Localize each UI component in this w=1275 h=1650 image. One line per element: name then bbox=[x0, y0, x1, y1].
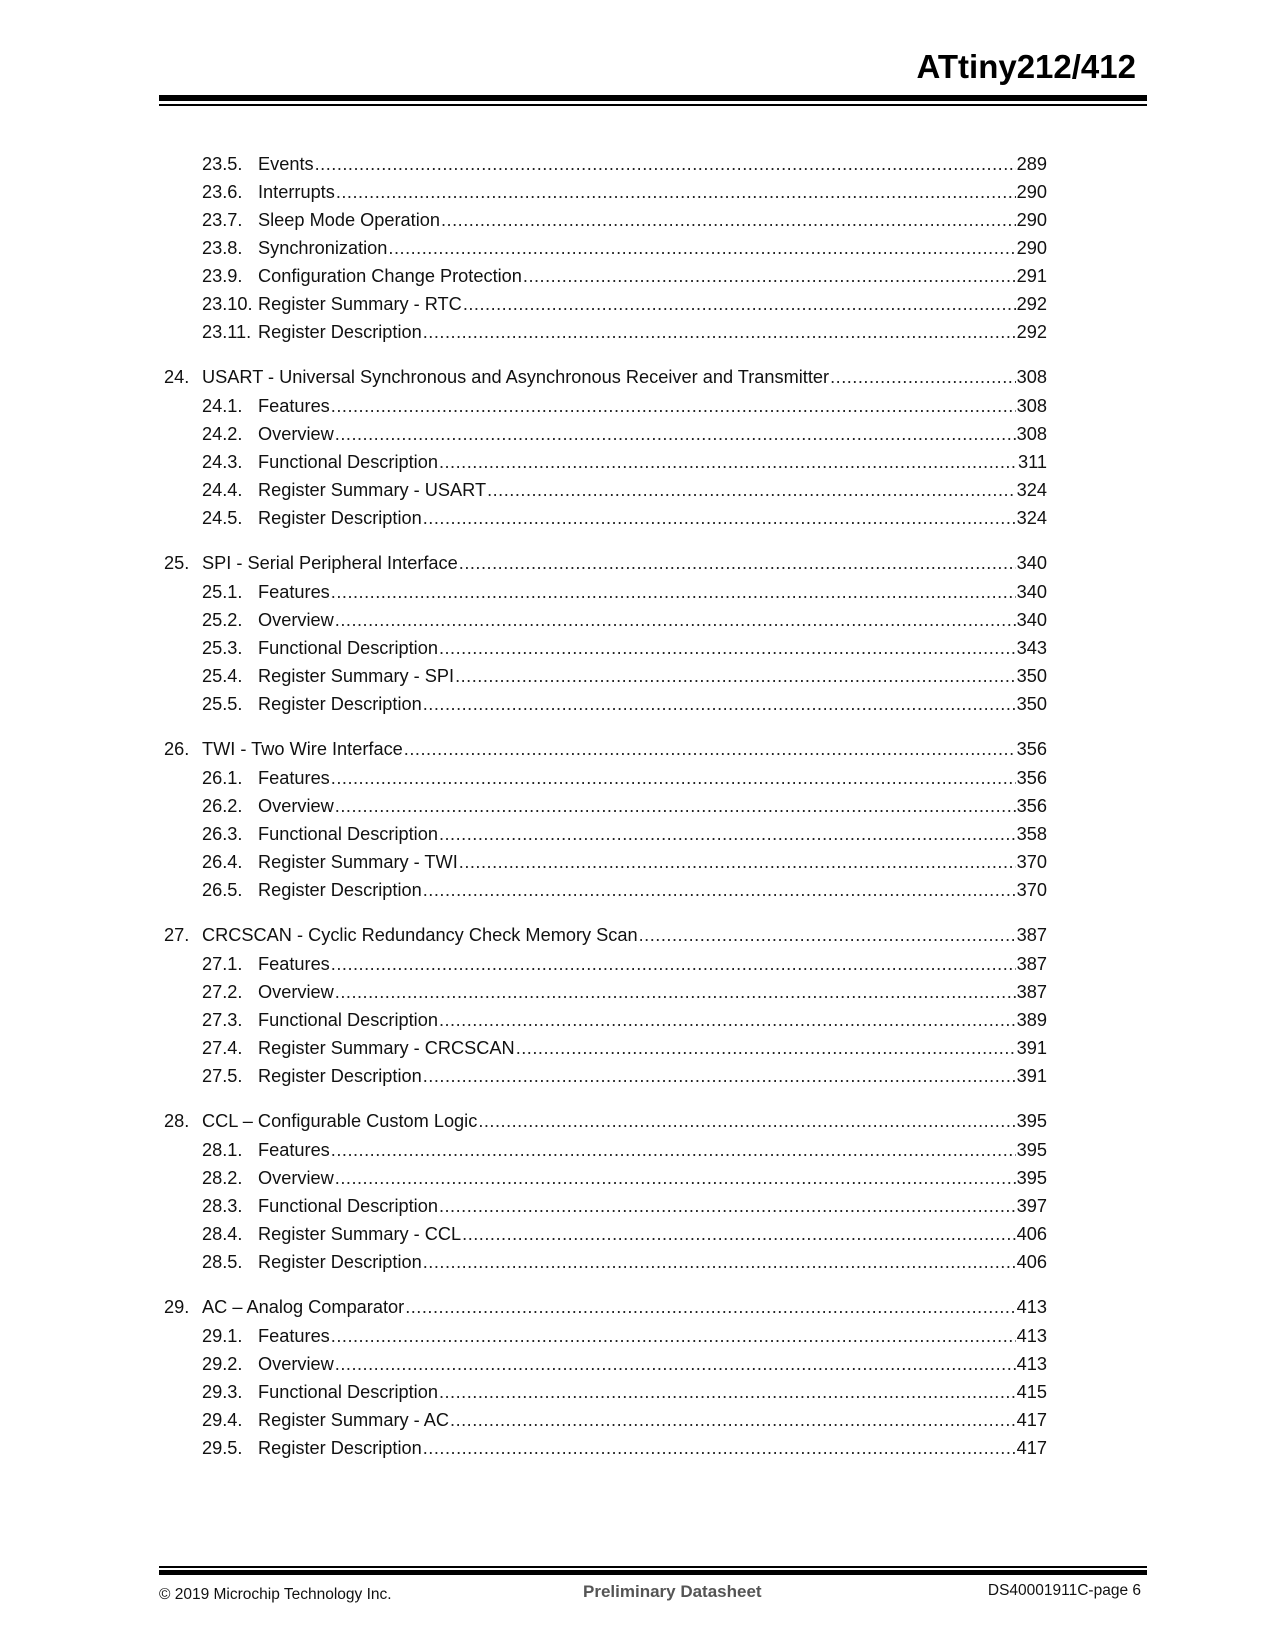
toc-entry-page: 395 bbox=[1016, 1168, 1047, 1188]
toc-dot-leader bbox=[404, 734, 1016, 764]
toc-entry-title: Features bbox=[258, 1326, 330, 1346]
toc-entry-page: 413 bbox=[1016, 1297, 1047, 1317]
toc-section-entry[interactable] bbox=[164, 1248, 1047, 1276]
toc-entry-page: 356 bbox=[1016, 768, 1047, 788]
toc-dot-leader bbox=[331, 1136, 1016, 1164]
header-rule-thick bbox=[159, 95, 1147, 101]
toc-entry-number: 26.1. bbox=[202, 768, 243, 788]
toc-entry-number: 23.7. bbox=[202, 210, 243, 230]
toc-section-entry[interactable] bbox=[164, 1062, 1047, 1090]
toc-entry-number: 29.5. bbox=[202, 1438, 243, 1458]
toc-entry-page: 370 bbox=[1016, 880, 1047, 900]
toc-entry-title: Features bbox=[258, 954, 330, 974]
toc-entry-title: Features bbox=[258, 768, 330, 788]
toc-entry-number: 24.1. bbox=[202, 396, 243, 416]
toc-section-entry[interactable] bbox=[164, 662, 1047, 690]
toc-entry-page: 387 bbox=[1016, 954, 1047, 974]
toc-section-entry[interactable] bbox=[164, 690, 1047, 718]
footer-copyright: © 2019 Microchip Technology Inc. bbox=[159, 1586, 392, 1603]
toc-entry-title: Overview bbox=[258, 610, 334, 630]
toc-section-entry[interactable] bbox=[164, 448, 1047, 476]
toc-entry-title: Overview bbox=[258, 1354, 334, 1374]
toc-entry-title: Functional Description bbox=[258, 1382, 438, 1402]
toc-section-entry[interactable] bbox=[164, 290, 1047, 318]
toc-entry-page: 356 bbox=[1016, 796, 1047, 816]
toc-entry-number: 24.5. bbox=[202, 508, 243, 528]
toc-dot-leader bbox=[331, 764, 1016, 792]
toc-entry-title: CCL – Configurable Custom Logic bbox=[202, 1111, 478, 1131]
toc-entry-page: 350 bbox=[1016, 694, 1047, 714]
toc-entry-title: Features bbox=[258, 396, 330, 416]
toc-entry-number: 25.5. bbox=[202, 694, 243, 714]
toc-entry-title: Overview bbox=[258, 424, 334, 444]
toc-entry-title: Register Summary - USART bbox=[258, 480, 487, 500]
toc-entry-page: 395 bbox=[1016, 1111, 1047, 1131]
toc-entry-title: Overview bbox=[258, 982, 334, 1002]
toc-section-entry[interactable] bbox=[164, 262, 1047, 290]
toc-entry-page: 391 bbox=[1016, 1066, 1047, 1086]
toc-dot-leader bbox=[439, 1192, 1016, 1220]
toc-entry-number: 28.5. bbox=[202, 1252, 243, 1272]
toc-section-entry[interactable] bbox=[164, 1406, 1047, 1434]
toc-section-entry[interactable] bbox=[164, 206, 1047, 234]
toc-dot-leader bbox=[423, 1062, 1016, 1090]
toc-entry-title: Register Summary - CCL bbox=[258, 1224, 462, 1244]
toc-dot-leader bbox=[439, 1378, 1016, 1406]
toc-entry-page: 417 bbox=[1016, 1410, 1047, 1430]
toc-entry-title: Register Summary - RTC bbox=[258, 294, 462, 314]
toc-entry-title: Register Description bbox=[258, 880, 422, 900]
toc-dot-leader bbox=[423, 1434, 1016, 1462]
footer-doc-page: DS40001911C-page 6 bbox=[987, 1582, 1141, 1599]
toc-entry-page: 417 bbox=[1016, 1438, 1047, 1458]
toc-entry-title: Synchronization bbox=[258, 238, 388, 258]
toc-entry-page: 343 bbox=[1016, 638, 1047, 658]
toc-dot-leader bbox=[423, 318, 1016, 346]
toc-dot-leader bbox=[423, 690, 1016, 718]
toc-entry-number: 24.4. bbox=[202, 480, 243, 500]
toc-entry-number: 27.5. bbox=[202, 1066, 243, 1086]
toc-entry-page: 387 bbox=[1016, 982, 1047, 1002]
toc-entry-page: 406 bbox=[1016, 1252, 1047, 1272]
toc-dot-leader bbox=[516, 1034, 1016, 1062]
toc-section-entry[interactable] bbox=[164, 1192, 1047, 1220]
toc-dot-leader bbox=[487, 476, 1016, 504]
toc-entry-number: 26.5. bbox=[202, 880, 243, 900]
toc-entry-number: 25. bbox=[164, 553, 190, 573]
toc-section-entry[interactable] bbox=[164, 234, 1047, 262]
toc-entry-page: 308 bbox=[1016, 396, 1047, 416]
toc-dot-leader bbox=[423, 1248, 1016, 1276]
toc-entry-page: 308 bbox=[1016, 367, 1047, 387]
toc-section-entry[interactable] bbox=[164, 178, 1047, 206]
toc-entry-number: 26.3. bbox=[202, 824, 243, 844]
toc-entry-number: 27.3. bbox=[202, 1010, 243, 1030]
toc-entry-number: 28. bbox=[164, 1111, 190, 1131]
footer-rule-thick bbox=[159, 1570, 1147, 1575]
toc-dot-leader bbox=[439, 448, 1017, 476]
toc-section-entry[interactable] bbox=[164, 764, 1047, 792]
toc-section-entry[interactable] bbox=[164, 876, 1047, 904]
toc-chapter-entry[interactable] bbox=[164, 920, 1047, 950]
toc-entry-title: Register Summary - CRCSCAN bbox=[258, 1038, 515, 1058]
toc-dot-leader bbox=[331, 1322, 1016, 1350]
toc-entry-number: 25.3. bbox=[202, 638, 243, 658]
toc-entry-number: 24. bbox=[164, 367, 190, 387]
toc-entry-page: 387 bbox=[1016, 925, 1047, 945]
toc-section-entry[interactable] bbox=[164, 150, 1047, 178]
toc-entry-page: 324 bbox=[1016, 508, 1047, 528]
toc-entry-page: 324 bbox=[1016, 480, 1047, 500]
toc-section-entry[interactable] bbox=[164, 634, 1047, 662]
toc-entry-page: 290 bbox=[1016, 238, 1047, 258]
toc-entry-number: 24.2. bbox=[202, 424, 243, 444]
toc-entry-title: CRCSCAN - Cyclic Redundancy Check Memory Scan bbox=[202, 925, 638, 945]
toc-entry-number: 26. bbox=[164, 739, 190, 759]
toc-dot-leader bbox=[639, 920, 1016, 950]
toc-entry-title: TWI - Two Wire Interface bbox=[202, 739, 403, 759]
toc-entry-number: 23.8. bbox=[202, 238, 243, 258]
toc-entry-title: Interrupts bbox=[258, 182, 335, 202]
page-footer bbox=[159, 1582, 1141, 1606]
toc-entry-title: SPI - Serial Peripheral Interface bbox=[202, 553, 458, 573]
footer-rule-thin bbox=[159, 1566, 1147, 1568]
toc-entry-page: 391 bbox=[1016, 1038, 1047, 1058]
toc-entry-number: 25.2. bbox=[202, 610, 243, 630]
table-of-contents bbox=[164, 150, 1047, 1462]
toc-entry-title: Register Summary - AC bbox=[258, 1410, 450, 1430]
toc-entry-page: 356 bbox=[1016, 739, 1047, 759]
toc-dot-leader bbox=[336, 178, 1016, 206]
toc-entry-page: 340 bbox=[1016, 610, 1047, 630]
toc-entry-number: 27.4. bbox=[202, 1038, 243, 1058]
toc-chapter-entry[interactable] bbox=[164, 734, 1047, 764]
toc-chapter-entry[interactable] bbox=[164, 1106, 1047, 1136]
toc-section-entry[interactable] bbox=[164, 1350, 1047, 1378]
toc-chapter-entry[interactable] bbox=[164, 1292, 1047, 1322]
toc-entry-page: 415 bbox=[1016, 1382, 1047, 1402]
toc-entry-page: 397 bbox=[1016, 1196, 1047, 1216]
toc-entry-number: 26.2. bbox=[202, 796, 243, 816]
toc-entry-page: 292 bbox=[1016, 322, 1047, 342]
toc-entry-number: 29. bbox=[164, 1297, 190, 1317]
toc-section-entry[interactable] bbox=[164, 1164, 1047, 1192]
toc-entry-number: 28.2. bbox=[202, 1168, 243, 1188]
toc-entry-title: Functional Description bbox=[258, 1196, 438, 1216]
toc-entry-number: 29.2. bbox=[202, 1354, 243, 1374]
toc-section-entry[interactable] bbox=[164, 578, 1047, 606]
toc-section-entry[interactable] bbox=[164, 950, 1047, 978]
toc-entry-title: Functional Description bbox=[258, 824, 438, 844]
toc-entry-title: Functional Description bbox=[258, 452, 438, 472]
document-title: ATtiny212/412 bbox=[916, 48, 1136, 85]
toc-section-entry[interactable] bbox=[164, 792, 1047, 820]
toc-section-entry[interactable] bbox=[164, 1220, 1047, 1248]
toc-section-entry[interactable] bbox=[164, 420, 1047, 448]
toc-entry-title: Register Summary - SPI bbox=[258, 666, 455, 686]
toc-entry-number: 23.6. bbox=[202, 182, 243, 202]
toc-chapter-entry[interactable] bbox=[164, 362, 1047, 392]
toc-section-entry[interactable] bbox=[164, 318, 1047, 346]
toc-entry-number: 23.5. bbox=[202, 154, 243, 174]
toc-entry-page: 292 bbox=[1016, 294, 1047, 314]
toc-entry-title: USART - Universal Synchronous and Asynchronous Receiver and Transmitter bbox=[202, 367, 830, 387]
toc-section-entry[interactable] bbox=[164, 392, 1047, 420]
toc-entry-title: Overview bbox=[258, 796, 334, 816]
toc-dot-leader bbox=[830, 362, 1016, 392]
toc-entry-page: 413 bbox=[1016, 1354, 1047, 1374]
toc-dot-leader bbox=[423, 504, 1016, 532]
toc-dot-leader bbox=[405, 1292, 1015, 1322]
toc-entry-number: 25.4. bbox=[202, 666, 243, 686]
toc-dot-leader bbox=[462, 1220, 1016, 1248]
toc-entry-number: 29.4. bbox=[202, 1410, 243, 1430]
toc-dot-leader bbox=[335, 420, 1016, 448]
toc-entry-number: 26.4. bbox=[202, 852, 243, 872]
toc-section-entry[interactable] bbox=[164, 820, 1047, 848]
toc-chapter-entry[interactable] bbox=[164, 548, 1047, 578]
toc-section-entry[interactable] bbox=[164, 1322, 1047, 1350]
toc-dot-leader bbox=[331, 392, 1016, 420]
toc-entry-page: 395 bbox=[1016, 1140, 1047, 1160]
toc-entry-page: 413 bbox=[1016, 1326, 1047, 1346]
toc-dot-leader bbox=[335, 978, 1016, 1006]
toc-entry-title: Sleep Mode Operation bbox=[258, 210, 440, 230]
toc-entry-number: 23.9. bbox=[202, 266, 243, 286]
toc-entry-page: 358 bbox=[1016, 824, 1047, 844]
toc-entry-title: Register Description bbox=[258, 694, 422, 714]
toc-section-entry[interactable] bbox=[164, 848, 1047, 876]
toc-entry-page: 340 bbox=[1016, 582, 1047, 602]
toc-entry-title: Register Description bbox=[258, 1438, 422, 1458]
toc-entry-number: 24.3. bbox=[202, 452, 243, 472]
toc-entry-title: Features bbox=[258, 582, 330, 602]
toc-dot-leader bbox=[423, 876, 1016, 904]
footer-status: Preliminary Datasheet bbox=[583, 1582, 762, 1601]
toc-entry-number: 28.1. bbox=[202, 1140, 243, 1160]
toc-entry-number: 27. bbox=[164, 925, 190, 945]
toc-entry-title: Overview bbox=[258, 1168, 334, 1188]
toc-entry-title: Functional Description bbox=[258, 1010, 438, 1030]
toc-entry-number: 29.3. bbox=[202, 1382, 243, 1402]
header-rule-thin bbox=[159, 104, 1147, 106]
toc-dot-leader bbox=[439, 1006, 1016, 1034]
toc-entry-page: 340 bbox=[1016, 553, 1047, 573]
toc-section-entry[interactable] bbox=[164, 978, 1047, 1006]
toc-entry-number: 27.1. bbox=[202, 954, 243, 974]
toc-dot-leader bbox=[478, 1106, 1015, 1136]
toc-entry-page: 290 bbox=[1016, 182, 1047, 202]
toc-entry-page: 406 bbox=[1016, 1224, 1047, 1244]
toc-entry-number: 25.1. bbox=[202, 582, 243, 602]
toc-dot-leader bbox=[463, 290, 1016, 318]
toc-entry-title: Register Description bbox=[258, 1252, 422, 1272]
toc-entry-number: 28.3. bbox=[202, 1196, 243, 1216]
toc-entry-title: Register Description bbox=[258, 508, 422, 528]
toc-entry-page: 350 bbox=[1016, 666, 1047, 686]
toc-dot-leader bbox=[335, 1350, 1016, 1378]
toc-entry-number: 23.11. bbox=[202, 322, 252, 342]
toc-dot-leader bbox=[441, 206, 1016, 234]
toc-section-entry[interactable] bbox=[164, 1034, 1047, 1062]
toc-entry-title: Features bbox=[258, 1140, 330, 1160]
toc-section-entry[interactable] bbox=[164, 1006, 1047, 1034]
toc-entry-title: AC – Analog Comparator bbox=[202, 1297, 405, 1317]
toc-entry-title: Register Description bbox=[258, 322, 422, 342]
toc-dot-leader bbox=[388, 234, 1015, 262]
toc-dot-leader bbox=[459, 848, 1016, 876]
toc-dot-leader bbox=[450, 1406, 1016, 1434]
toc-section-entry[interactable] bbox=[164, 504, 1047, 532]
toc-entry-number: 29.1. bbox=[202, 1326, 243, 1346]
toc-entry-title: Events bbox=[258, 154, 314, 174]
toc-entry-page: 308 bbox=[1016, 424, 1047, 444]
toc-entry-number: 28.4. bbox=[202, 1224, 243, 1244]
toc-entry-title: Register Description bbox=[258, 1066, 422, 1086]
toc-entry-page: 311 bbox=[1018, 452, 1047, 472]
toc-dot-leader bbox=[439, 820, 1016, 848]
toc-dot-leader bbox=[439, 634, 1016, 662]
toc-dot-leader bbox=[455, 662, 1016, 690]
toc-entry-number: 27.2. bbox=[202, 982, 243, 1002]
toc-dot-leader bbox=[335, 792, 1016, 820]
toc-section-entry[interactable] bbox=[164, 476, 1047, 504]
toc-dot-leader bbox=[331, 950, 1016, 978]
toc-entry-page: 289 bbox=[1016, 154, 1047, 174]
toc-section-entry[interactable] bbox=[164, 1434, 1047, 1462]
toc-entry-number: 23.10. bbox=[202, 294, 253, 314]
toc-entry-title: Configuration Change Protection bbox=[258, 266, 522, 286]
toc-dot-leader bbox=[459, 548, 1016, 578]
toc-entry-title: Register Summary - TWI bbox=[258, 852, 458, 872]
toc-section-entry[interactable] bbox=[164, 1378, 1047, 1406]
toc-entry-page: 291 bbox=[1016, 266, 1047, 286]
toc-section-entry[interactable] bbox=[164, 1136, 1047, 1164]
toc-section-entry[interactable] bbox=[164, 606, 1047, 634]
toc-entry-page: 290 bbox=[1016, 210, 1047, 230]
toc-dot-leader bbox=[331, 578, 1016, 606]
toc-dot-leader bbox=[335, 606, 1016, 634]
toc-dot-leader bbox=[523, 262, 1016, 290]
toc-dot-leader bbox=[315, 150, 1016, 178]
toc-dot-leader bbox=[335, 1164, 1016, 1192]
toc-entry-page: 370 bbox=[1016, 852, 1047, 872]
toc-entry-title: Functional Description bbox=[258, 638, 438, 658]
toc-entry-page: 389 bbox=[1016, 1010, 1047, 1030]
